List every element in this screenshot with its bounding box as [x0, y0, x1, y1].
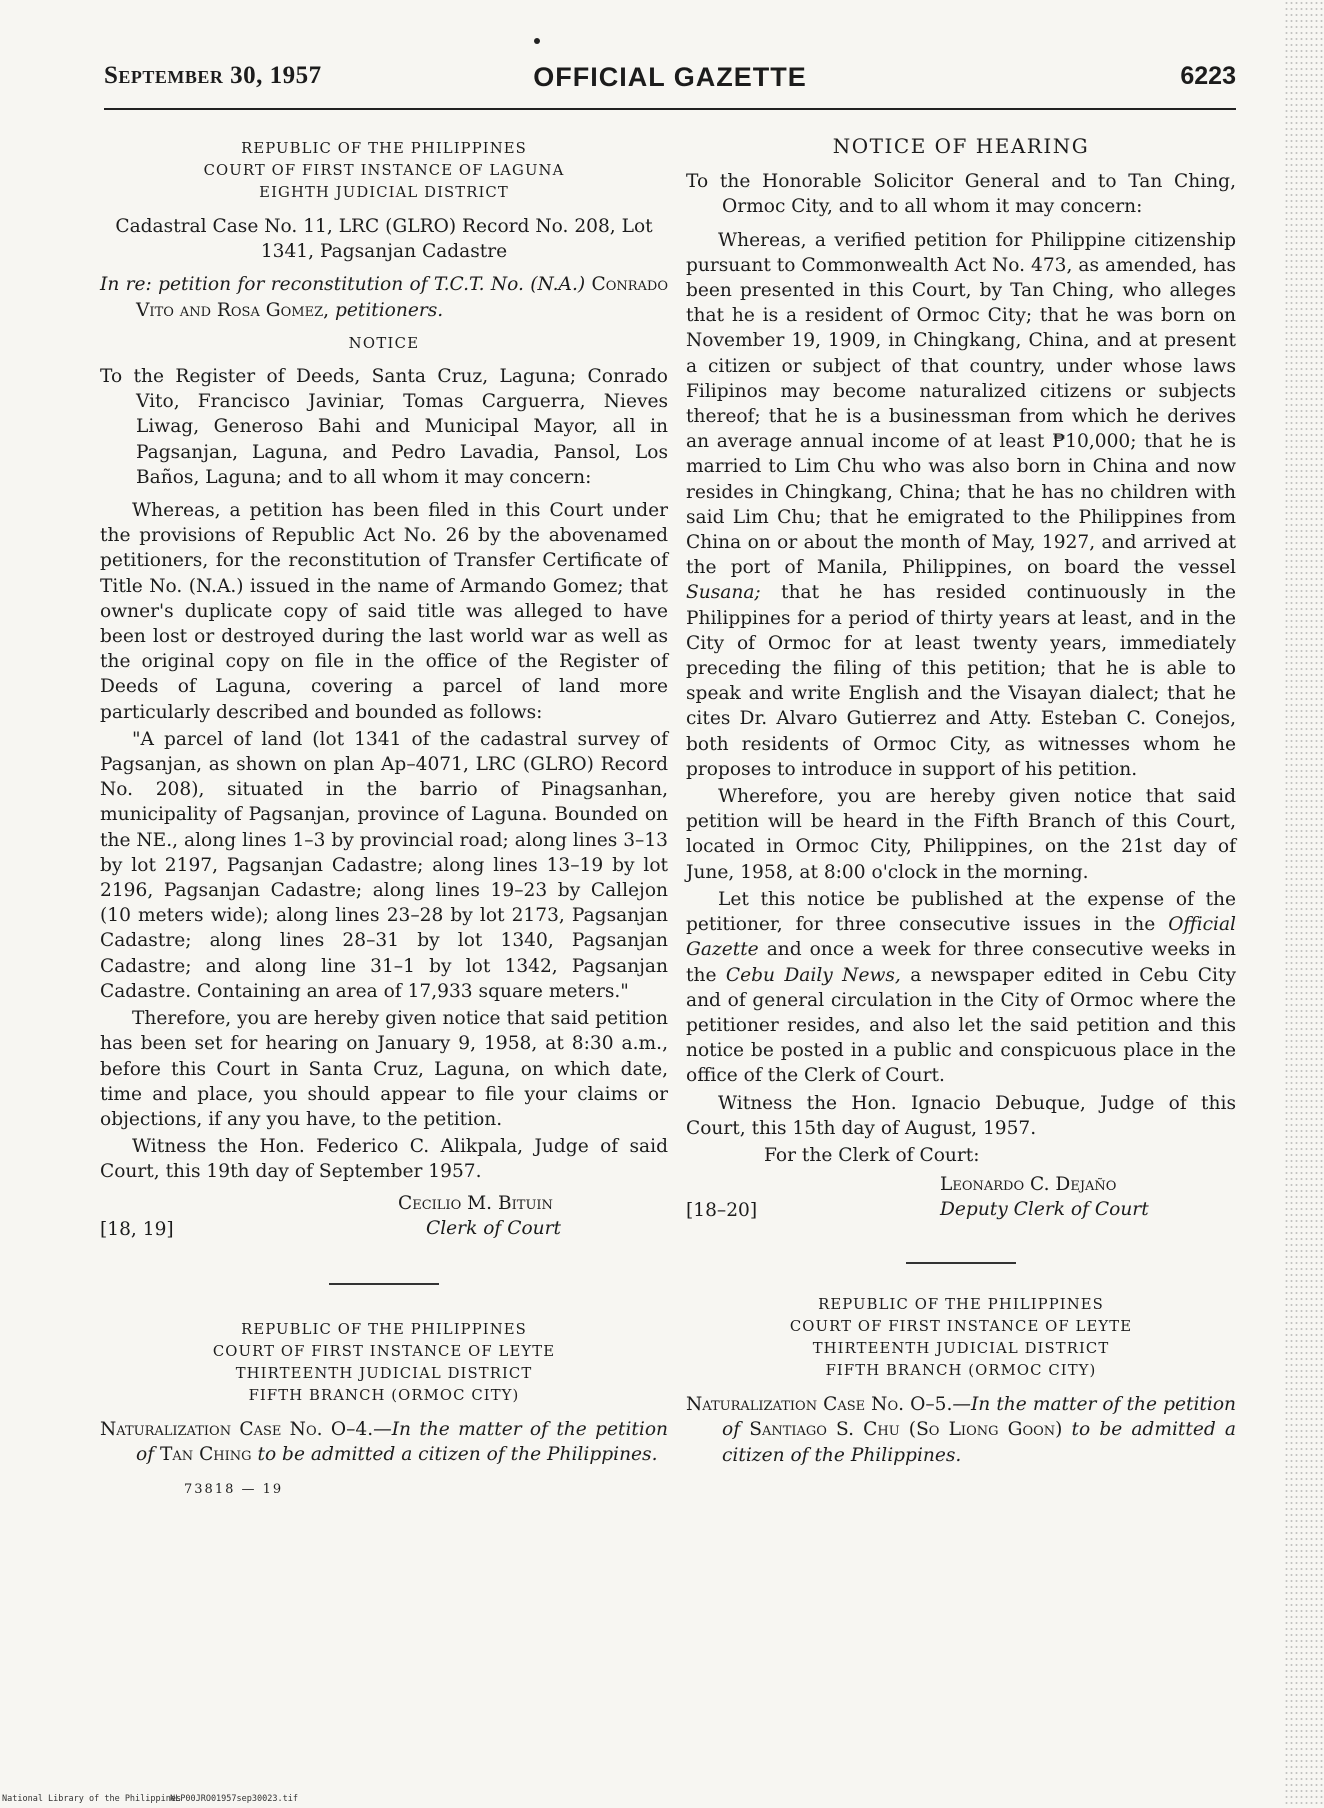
scan-edge-noise [1284, 0, 1324, 1808]
in-re-line: In re: petition for reconstitution of T.C.T. No. (N.A.) Conrado Vito and Rosa Gomez, petitioners. [100, 274, 668, 321]
signatory-title: Clerk of Court [426, 1217, 561, 1239]
section-separator [329, 1283, 439, 1285]
case-title: Cadastral Case No. 11, LRC (GLRO) Record No. 208, Lot 1341, Pagsanjan Cadastre [115, 216, 653, 263]
print-code: 73818 — 19 [184, 1481, 284, 1497]
page-number: 6223 [1180, 62, 1236, 90]
hearing-paragraph: Wherefore, you are hereby given notice that said petition will be heard in the Fifth Branch of this Court, located in Ormoc City, Philippines, on the 21st day of June, 1958, at 8:00 o'clock in the morning. [686, 786, 1236, 883]
scan-filename: NLP00JRO01957sep30023.tif [170, 1794, 298, 1804]
notice-addressees: To the Register of Deeds, Santa Cruz, Laguna; Conrado Vito, Francisco Javiniar, Tomas Carguerra, Nieves Liwag, Generoso Bahi and Municipal Mayor, all in Pagsanjan, Laguna, and Pedro Lavadia, Pansol, Los Baños, Laguna; and to all whom it may concern: [100, 366, 668, 488]
naturalization-case: Naturalization Case No. O–5.—In the matter of the petition of Santiago S. Chu (So Liong Goon) to be admitted a citizen of the Philippines. [686, 1394, 1236, 1466]
witness-paragraph: Witness the Hon. Federico C. Alikpala, Judge of said Court, this 19th day of September 1957. [100, 1136, 668, 1183]
court-heading: REPUBLIC OF THE PHILIPPINES COURT OF FIRST INSTANCE OF LAGUNA EIGHTH JUDICIAL DISTRICT [203, 140, 565, 201]
publication-paragraph: Let this notice be published at the expense of the petitioner, for three consecutive issues in the Official Gazette and once a week for three consecutive weeks in the Cebu Daily News, a newspaper edited in Cebu City and of general circulation in the City of Ormoc where the petitioner resides, and also let the said petition and this notice be posted in a public and conspicuous place in the office of the Clerk of Court. [686, 888, 1236, 1087]
witness-paragraph: Witness the Hon. Ignacio Debuque, Judge of this Court, this 15th day of August, 1957. [686, 1092, 1236, 1139]
naturalization-case: Naturalization Case No. O–4.—In the matter of the petition of Tan Ching to be admitted a citizen of the Philippines. [100, 1418, 668, 1465]
issue-numbers: [18–20] [686, 1200, 758, 1222]
publication-title: OFFICIAL GAZETTE [533, 62, 807, 92]
notice-paragraph: Whereas, a petition has been filed in this Court under the provisions of Republic Act No. 26 by the abovenamed petitioners, for the reconstitution of Transfer Certificate of Title No. (N.A.) issued in the name of Armando Gomez; that owner's duplicate copy of said title was alleged to have been lost or destroyed during the last world war as well as the original copy on file in the office of the Register of Deeds of Laguna, covering a parcel of land more particularly described and bounded as follows: [100, 500, 668, 723]
petition-paragraph: Whereas, a verified petition for Philippine citizenship pursuant to Commonwealth Act No. 473, as amended, has been presented in this Court, by Tan Ching, who alleges that he is a resident of Ormoc City; that he was born on November 19, 1909, in Chingkang, China, and at present a citizen or subject of that country, under whose laws Filipinos may become naturalized citizens or subjects thereof; that he is a businessman from which he derives an average annual income of at least ₱10,000; that he is married to Lim Chu who was also born in China and now resides in Chingkang, China; that he has no children with said Lim Chu; that he emigrated to the Philippines from China on or about the month of May, 1927, and arrived at the port of Manila, Philippines, on board the vessel Susana; that he has resided continuously in the Philippines for a period of thirty years at least, and in the City of Ormoc for at least twenty years, immediately preceding the filing of this petition; that he is able to speak and write English and the Visayan dialect; that he cites Dr. Alvaro Gutierrez and Atty. Esteban C. Conejos, both residents of Ormoc City, as witnesses whom he proposes to introduce in support of his petition. [686, 229, 1236, 780]
signatory-title: Deputy Clerk of Court [940, 1199, 1149, 1221]
signatory-name: Cecilio M. Bituin [398, 1192, 553, 1214]
hearing-paragraph: Therefore, you are hereby given notice that said petition has been set for hearing on January 9, 1958, at 8:30 a.m., before this Court in Santa Cruz, Laguna, on which date, time and place, you should appear to file your claims or objections, if any you have, to the petition. [100, 1008, 668, 1130]
issue-numbers: [18, 19] [100, 1218, 174, 1240]
notice-addressees: To the Honorable Solicitor General and to Tan Ching, Ormoc City, and to all whom it may concern: [686, 171, 1236, 218]
notice-label: NOTICE [348, 334, 420, 352]
issue-date: September 30, 1957 [104, 62, 322, 89]
notice-heading: NOTICE OF HEARING [832, 134, 1090, 158]
section-separator [906, 1262, 1016, 1264]
signature-block [100, 1191, 668, 1249]
left-column [100, 134, 668, 1502]
signatory-name: Leonardo C. Dejaño [940, 1174, 1117, 1196]
header-rule [104, 108, 1236, 110]
right-column [686, 134, 1236, 1468]
for-clerk-line: For the Clerk of Court: [764, 1144, 980, 1166]
ink-speck [534, 38, 540, 44]
page-header [104, 62, 1236, 102]
land-description: "A parcel of land (lot 1341 of the cadastral survey of Pagsanjan, as shown on plan Ap–4071, LRC (GLRO) Record No. 208), situated in the barrio of Pinagsanhan, municipality of Pagsanjan, province of Laguna. Bounded on the NE., along lines 1–3 by provincial road; along lines 3–13 by lot 2197, Pagsanjan Cadastre; along lines 13–19 by lot 2196, Pagsanjan Cadastre; along lines 19–23 by Callejon (10 meters wide); along lines 23–28 by lot 2173, Pagsanjan Cadastre; along lines 28–31 by lot 1340, Pagsanjan Cadastre; and along line 31–1 by lot 1342, Pagsanjan Cadastre. Containing an area of 17,933 square meters." [100, 728, 668, 1002]
court-heading: REPUBLIC OF THE PHILIPPINES COURT OF FIRST INSTANCE OF LEYTE THIRTEENTH JUDICIAL DISTRICT FIFTH BRANCH (ORMOC CITY) [212, 1320, 556, 1404]
signature-block [686, 1172, 1236, 1232]
court-heading: REPUBLIC OF THE PHILIPPINES COURT OF FIRST INSTANCE OF LEYTE THIRTEENTH JUDICIAL DISTRICT FIFTH BRANCH (ORMOC CITY) [789, 1296, 1133, 1380]
library-credit: National Library of the Philippines [2, 1794, 182, 1804]
